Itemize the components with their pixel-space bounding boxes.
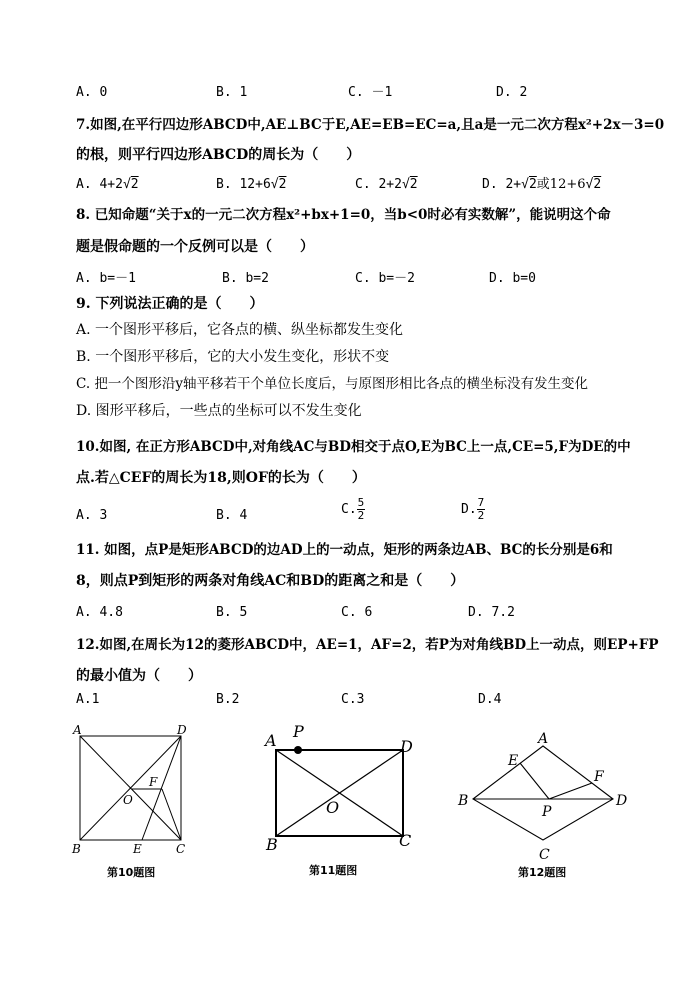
figure-11	[262, 722, 422, 852]
q12-stem-line2: 的最小值为（ ）	[76, 668, 202, 684]
fig12-rhombus	[473, 746, 613, 840]
q12-option-b: B.2	[216, 692, 240, 707]
q7-option-c-text: C. 2+2	[355, 177, 402, 192]
q7-option-c-radicand: 2	[409, 177, 418, 192]
q12-option-d: D.4	[478, 692, 502, 707]
q10-option-c-label: C.	[341, 502, 357, 517]
q11-stem-line2: 8，则点P到矩形的两条对角线AC和BD的距离之和是（ ）	[76, 573, 465, 589]
fig10-label-c: C	[176, 842, 186, 856]
fig11-point-p	[294, 746, 302, 754]
q11-option-a: A. 4.8	[76, 605, 123, 620]
fig11-caption: 第11题图	[309, 864, 358, 877]
fig12-segment-ep	[520, 763, 549, 799]
fig11-label-b: B	[266, 835, 278, 854]
q10-option-b: B. 4	[216, 508, 248, 523]
q10-option-d-fraction	[477, 497, 486, 522]
q10-option-c-fraction	[357, 497, 366, 522]
q7-option-c: C. 2+2√2	[355, 177, 418, 192]
q10-option-d-den: 2	[477, 509, 485, 522]
q10-option-d-label: D.	[461, 502, 477, 517]
q7-option-a-text: A. 4+2	[76, 177, 123, 192]
q10-option-d	[461, 497, 485, 522]
q9-option-d: D. 图形平移后，一些点的坐标可以不发生变化	[76, 403, 362, 419]
q7-option-d-text: D. 2+	[482, 177, 522, 192]
fig12-label-a: A	[538, 731, 549, 747]
q12-option-c: C.3	[341, 692, 365, 707]
figure-10	[70, 725, 200, 860]
fig10-caption: 第10题图	[107, 866, 156, 879]
fig12-segment-pf	[549, 783, 592, 799]
fig10-segment-fc	[162, 789, 181, 840]
q6-option-d: D. 2	[496, 85, 528, 100]
q6-option-b: B. 1	[216, 85, 248, 100]
q10-option-d-num: 7	[477, 496, 485, 509]
fig10-label-o: O	[123, 793, 133, 807]
fig10-label-b: B	[72, 842, 81, 856]
q7-option-d-radicand2: 2	[593, 177, 602, 192]
q7-option-d: D. 2+√2或12+6√2	[482, 177, 602, 192]
fig12-label-f: F	[594, 769, 604, 785]
q9-option-a: A. 一个图形平移后，它各点的横、纵坐标都发生变化	[76, 322, 404, 338]
q7-stem-line2: 的根，则平行四边形ABCD的周长为（ ）	[76, 147, 361, 163]
fig11-label-p: P	[293, 722, 304, 741]
q12-stem-line1: 12.如图,在周长为12的菱形ABCD中，AE=1，AF=2，若P为对角线BD上一动点，则EP+FP	[76, 637, 659, 653]
fig10-label-a: A	[73, 723, 82, 737]
fig12-label-p: P	[542, 804, 552, 820]
q7-option-d-radicand: 2	[528, 177, 537, 192]
q10-option-c	[341, 497, 365, 522]
q7-option-a-radicand: 2	[130, 177, 139, 192]
fig11-label-d: D	[400, 737, 413, 756]
q8-option-d: D. b=0	[489, 271, 536, 286]
fig12-label-e: E	[508, 753, 519, 769]
q7-option-b-radicand: 2	[278, 177, 287, 192]
q9-option-b: B. 一个图形平移后，它的大小发生变化，形状不变	[76, 349, 390, 365]
q11-option-b: B. 5	[216, 605, 248, 620]
q11-option-c: C. 6	[341, 605, 373, 620]
fig10-label-d: D	[177, 723, 187, 737]
q8-stem-line2: 题是假命题的一个反例可以是（ ）	[76, 239, 314, 255]
q8-option-b: B. b=2	[222, 271, 269, 286]
q6-option-a: A. 0	[76, 85, 108, 100]
q7-option-b-text: B. 12+6	[216, 177, 271, 192]
q8-stem-line1: 8. 已知命题“关于x的一元二次方程x²+bx+1=0，当b<0时必有实数解”，能说明这个命	[76, 207, 611, 223]
fig12-label-b: B	[458, 793, 469, 809]
fig12-label-c: C	[539, 847, 550, 863]
q6-option-c: C. －1	[348, 85, 393, 100]
q9-option-c: C. 把一个图形沿y轴平移若干个单位长度后，与原图形相比各点的横坐标没有发生变化	[76, 376, 589, 392]
figure-12	[455, 730, 645, 865]
fig11-label-c: C	[399, 831, 412, 850]
q7-option-a: A. 4+2√2	[76, 177, 139, 192]
q10-option-a: A. 3	[76, 508, 108, 523]
q9-stem: 9. 下列说法正确的是（ ）	[76, 296, 264, 312]
q11-option-d: D. 7.2	[468, 605, 515, 620]
fig12-label-d: D	[616, 793, 628, 809]
q10-option-c-num: 5	[357, 496, 365, 509]
q7-option-d-mid: 或12+6	[536, 177, 586, 192]
q12-option-a: A.1	[76, 692, 100, 707]
q10-stem-line1: 10.如图, 在正方形ABCD中,对角线AC与BD相交于点O,E为BC上一点,CE=5,F为DE的中	[76, 439, 631, 455]
q7-option-b: B. 12+6√2	[216, 177, 287, 192]
q11-stem-line1: 11. 如图，点P是矩形ABCD的边AD上的一动点，矩形的两条边AB、BC的长分别是6和	[76, 542, 613, 558]
q10-option-c-den: 2	[357, 509, 365, 522]
q8-option-c: C. b=－2	[355, 271, 415, 286]
q7-stem-line1: 7.如图,在平行四边形ABCD中,AE⊥BC于E,AE=EB=EC=a,且a是一元二次方程x²+2x－3=0	[76, 117, 665, 133]
fig10-label-f: F	[149, 775, 158, 789]
q10-stem-line2: 点.若△CEF的周长为18,则OF的长为（ ）	[76, 470, 366, 486]
fig11-label-a: A	[265, 731, 277, 750]
q8-option-a: A. b=－1	[76, 271, 136, 286]
fig10-label-e: E	[133, 842, 142, 856]
fig12-caption: 第12题图	[518, 866, 567, 879]
fig11-label-o: O	[326, 798, 340, 817]
